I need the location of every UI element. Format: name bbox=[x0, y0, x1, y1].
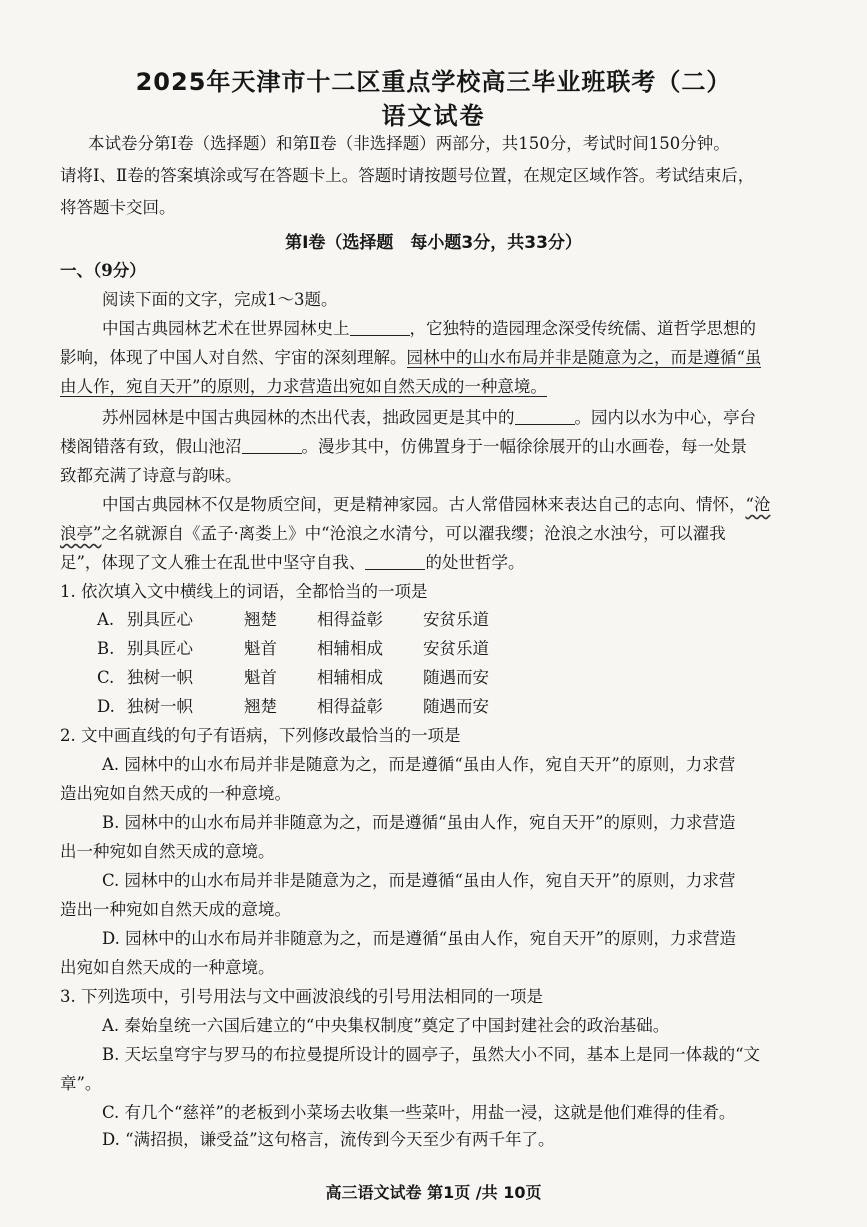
wavy-quote: “沧 bbox=[745, 495, 771, 514]
q3-option-b-cont: 章”。 bbox=[60, 1074, 102, 1093]
question-3-stem: 3. 下列选项中，引号用法与文中画波浪线的引号用法相同的一项是 bbox=[60, 987, 543, 1006]
q3-option-d: D. “满招损，谦受益”这句格言，流传到今天至少有两千年了。 bbox=[102, 1130, 555, 1149]
passage-line: 中国古典园林艺术在世界园林史上 ，它独特的造园理念深受传统儒、道哲学思想的 bbox=[102, 319, 756, 338]
intro-line-1: 本试卷分第Ⅰ卷（选择题）和第Ⅱ卷（非选择题）两部分，共150分，考试时间150分钟。 bbox=[88, 134, 730, 153]
q2-option-a-cont: 造出宛如自然天成的一种意境。 bbox=[60, 784, 291, 803]
q2-option-c: C. 园林中的山水布局并非是随意为之，而是遵循“虽由人作，宛自天开”的原则，力求营 bbox=[102, 871, 736, 890]
question-1-stem: 1. 依次填入文中横线上的词语，全都恰当的一项是 bbox=[60, 582, 428, 601]
passage-line: 致都充满了诗意与韵味。 bbox=[60, 466, 242, 485]
intro-line-3: 将答题卡交回。 bbox=[60, 198, 176, 217]
q3-option-b: B. 天坛皇穹宇与罗马的布拉曼提所设计的圆亭子，虽然大小不同，基本上是同一体裁的“文 bbox=[102, 1045, 761, 1064]
passage-line: 苏州园林是中国古典园林的杰出代表，拙政园更是其中的 。园内以水为中心，亭台 bbox=[102, 408, 756, 427]
q2-option-d: D. 园林中的山水布局并非随意为之，而是遵循“虽由人作，宛自天开”的原则，力求营造 bbox=[102, 929, 737, 948]
passage-line: 中国古典园林不仅是物质空间，更是精神家园。古人常借园林来表达自己的志向、情怀，“沧 bbox=[102, 495, 771, 514]
passage-line: 影响，体现了中国人对自然、宇宙的深刻理解。园林中的山水布局并非是随意为之，而是遵循“虽 bbox=[60, 348, 762, 367]
wavy-quote-cont: 浪亭” bbox=[60, 524, 102, 543]
passage-line: 足”，体现了文人雅士在乱世中坚守自我、 的处世哲学。 bbox=[60, 553, 525, 572]
q1-option-d: D. 独树一帜 翘楚 相得益彰 随遇而安 bbox=[97, 697, 489, 716]
q2-option-a: A. 园林中的山水布局并非是随意为之，而是遵循“虽由人作，宛自天开”的原则，力求营 bbox=[102, 755, 736, 774]
intro-line-2: 请将Ⅰ、Ⅱ卷的答案填涂或写在答题卡上。答题时请按题号位置，在规定区域作答。考试结束后， bbox=[60, 166, 755, 185]
q2-option-c-cont: 造出一种宛如自然天成的意境。 bbox=[60, 900, 291, 919]
q1-option-c: C. 独树一帜 魁首 相辅相成 随遇而安 bbox=[97, 668, 489, 687]
exam-title: 2025年天津市十二区重点学校高三毕业班联考（二） bbox=[135, 68, 732, 96]
underlined-sentence: 园林中的山水布局并非是随意为之，而是遵循“虽 bbox=[406, 348, 762, 367]
q1-option-a: A. 别具匠心 翘楚 相得益彰 安贫乐道 bbox=[97, 610, 489, 629]
answer-blank bbox=[242, 437, 302, 454]
page-footer: 高三语文试卷 第1页 /共 10页 bbox=[325, 1183, 542, 1202]
passage-line bbox=[60, 375, 547, 399]
underlined-sentence-cont: 由人作，宛自天开”的原则，力求营造出宛如自然天成的一种意境。 bbox=[60, 377, 547, 396]
question-2-stem: 2. 文中画直线的句子有语病，下列修改最恰当的一项是 bbox=[60, 726, 461, 745]
answer-blank bbox=[350, 319, 410, 336]
passage-line: 楼阁错落有致，假山池沼 。漫步其中，仿佛置身于一幅徐徐展开的山水画卷，每一处景 bbox=[60, 437, 747, 456]
q3-option-c: C. 有几个“慈祥”的老板到小菜场去收集一些菜叶，用盐一浸，这就是他们难得的佳肴。 bbox=[102, 1103, 736, 1122]
passage-line: 浪亭”之名就源自《孟子·离娄上》中“沧浪之水清兮，可以濯我缨；沧浪之水浊兮，可以濯我 bbox=[60, 524, 726, 543]
reading-instruction: 阅读下面的文字，完成1～3题。 bbox=[102, 290, 338, 309]
q2-option-b: B. 园林中的山水布局并非随意为之，而是遵循“虽由人作，宛自天开”的原则，力求营造 bbox=[102, 813, 736, 832]
section-heading: 第Ⅰ卷（选择题 每小题3分，共33分） bbox=[285, 233, 582, 253]
answer-blank bbox=[365, 553, 425, 570]
exam-subtitle: 语文试卷 bbox=[381, 102, 486, 130]
q2-option-b-cont: 出一种宛如自然天成的意境。 bbox=[60, 842, 275, 861]
answer-blank bbox=[515, 408, 575, 425]
q1-option-b: B. 别具匠心 魁首 相辅相成 安贫乐道 bbox=[97, 639, 489, 658]
part-label: 一、（9分） bbox=[60, 261, 146, 280]
q2-option-d-cont: 出宛如自然天成的一种意境。 bbox=[60, 958, 275, 977]
q3-option-a: A. 秦始皇统一六国后建立的“中央集权制度”奠定了中国封建社会的政治基础。 bbox=[102, 1016, 670, 1035]
